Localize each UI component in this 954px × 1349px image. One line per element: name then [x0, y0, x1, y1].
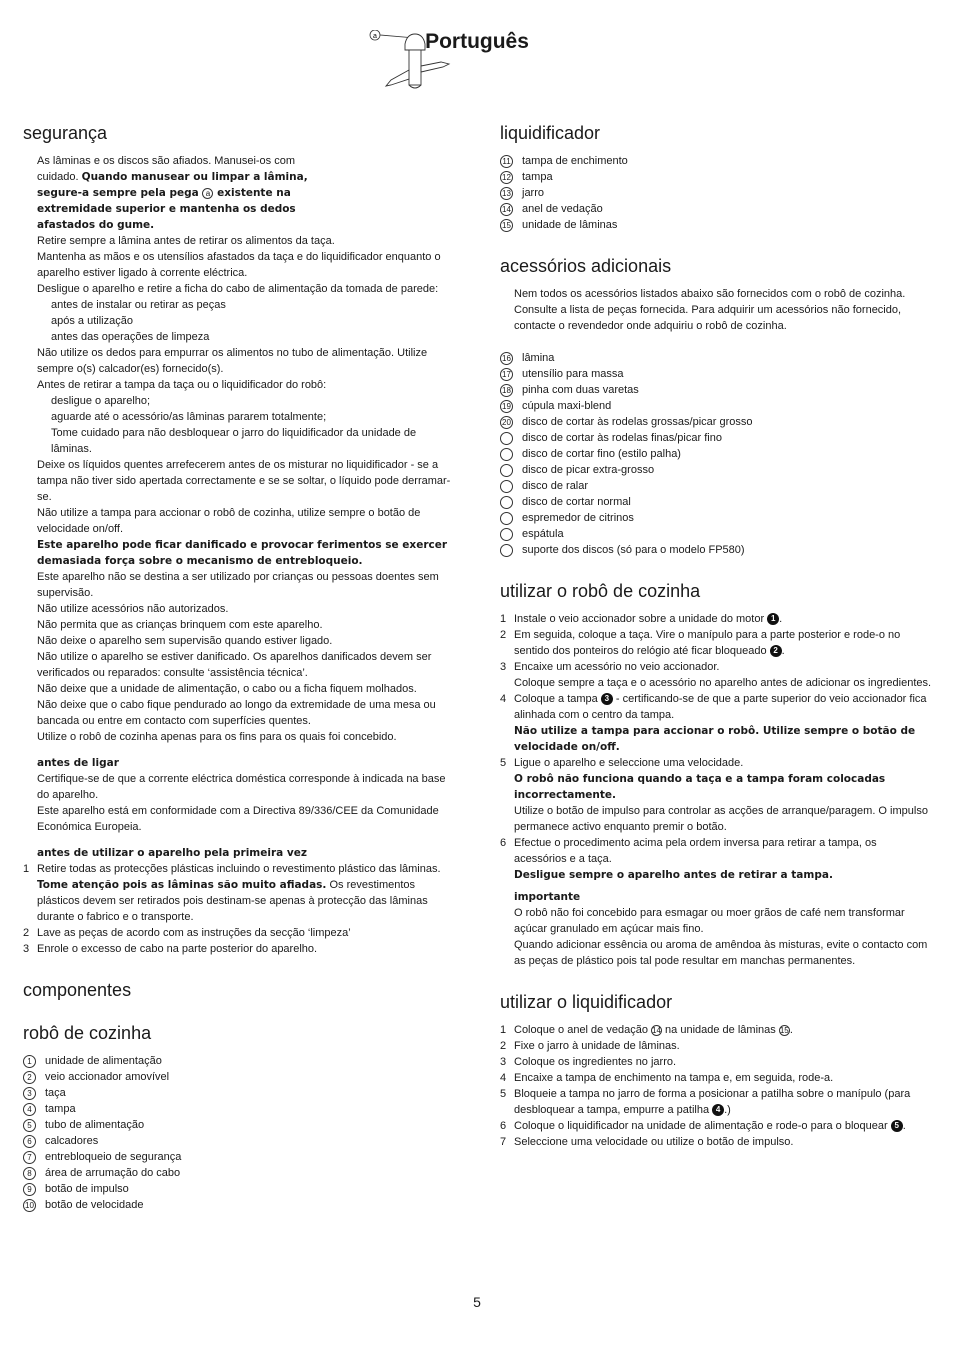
item-label: unidade de lâminas [522, 219, 618, 231]
list-item [500, 430, 932, 446]
list-item [500, 169, 932, 185]
ref-14-icon: 14 [652, 1025, 661, 1035]
item-label: disco de cortar fino (estilo palha) [522, 448, 681, 460]
sub-line: antes de instalar ou retirar as peças [51, 299, 226, 311]
blade-illustration-icon [365, 30, 465, 116]
number-circle-icon: 5 [23, 1119, 36, 1132]
item-label: unidade de alimentação [45, 1055, 162, 1067]
item-label: botão de velocidade [45, 1199, 144, 1211]
number-circle-icon: 14 [500, 203, 513, 216]
list-item [500, 542, 932, 558]
item-label: botão de impulso [45, 1183, 129, 1195]
item-label: lâmina [522, 352, 555, 364]
heading-componentes: componentes [23, 980, 132, 1000]
text-line: Certifique-se de que a corrente eléctrica doméstica corresponde à indicada na base do aparelho. [37, 773, 446, 801]
list-item [500, 366, 932, 382]
item-label: taça [45, 1087, 66, 1099]
list-item [500, 185, 932, 201]
list-item [500, 382, 932, 398]
list-item: 2 Fixe o jarro à unidade de lâminas. [500, 1040, 680, 1052]
number-circle-icon: 18 [500, 384, 513, 397]
item-label: cúpula maxi-blend [522, 400, 612, 412]
text-line: Não deixe que a unidade de alimentação, o cabo ou a ficha fiquem molhados. [37, 683, 417, 695]
list-item [23, 1197, 455, 1213]
sub-line: Tome cuidado para não desbloquear o jarro do liquidificador da unidade de lâminas. [51, 427, 417, 455]
item-label: espátula [522, 528, 564, 540]
list-item [500, 510, 932, 526]
number-circle-icon [500, 496, 513, 509]
list-item [23, 1117, 455, 1133]
text-line: Este aparelho está em conformidade com a Directiva 89/336/CEE da Comunidade Económica Europeia. [37, 805, 439, 833]
number-circle-icon: 2 [23, 1071, 36, 1084]
number-circle-icon: 4 [23, 1103, 36, 1116]
number-circle-icon [500, 544, 513, 557]
list-item: 1 Retire todas as protecções plásticas incluindo o revestimento plástico das lâminas. Tome atenção pois as lâminas são muito afiadas. Os revestimentos plásticos devem ser retirados pois destinam-se apenas à protecção das lâminas durante o fabrico e o transporte. [23, 863, 441, 923]
number-circle-icon: 6 [23, 1135, 36, 1148]
list-item [500, 462, 932, 478]
page-title: Português [425, 30, 529, 53]
list-item [23, 1149, 455, 1165]
list-item [23, 1101, 455, 1117]
number-circle-icon: 1 [23, 1055, 36, 1068]
warning-bold: Este aparelho pode ficar danificado e provocar ferimentos se exercer demasiada força sobre o mecanismo de entrebloqueio. [37, 539, 448, 567]
item-label: tubo de alimentação [45, 1119, 145, 1131]
list-item: 1 Coloque o anel de vedação 14 na unidade de lâminas 15. [500, 1024, 793, 1036]
item-label: veio accionador amovível [45, 1071, 170, 1083]
number-circle-icon [500, 448, 513, 461]
sub-line: após a utilização [51, 315, 133, 327]
utilizar-robo-list [500, 611, 932, 883]
list-item [500, 494, 932, 510]
heading-antes-ligar: antes de ligar [37, 757, 119, 769]
list-item: 2 Lave as peças de acordo com as instruções da secção ‘limpeza’ [23, 927, 351, 939]
list-item: 3 Coloque os ingredientes no jarro. [500, 1056, 677, 1068]
ref-4-icon: 4 [712, 1104, 724, 1116]
text-line: Não utilize o aparelho se estiver danificado. Os aparelhos danificados devem ser verificados ou reparados: consulte ‘assistência técnica’. [37, 651, 432, 679]
componentes-list [23, 1053, 455, 1213]
text-line: Antes de retirar a tampa da taça ou o liquidificador do robô: [37, 379, 327, 391]
item-label: tampa [522, 171, 553, 183]
item-label: disco de ralar [522, 480, 589, 492]
ref-1-icon: 1 [767, 613, 779, 625]
ref-2-icon: 2 [770, 645, 782, 657]
primeira-vez-list [23, 861, 455, 957]
utilizar-liq-list [500, 1022, 932, 1150]
text-line: Retire sempre a lâmina antes de retirar os alimentos da taça. [37, 235, 335, 247]
item-label: área de arrumação do cabo [45, 1167, 181, 1179]
sub-line: antes das operações de limpeza [51, 331, 210, 343]
ref-5-icon: 5 [891, 1120, 903, 1132]
text-line: Mantenha as mãos e os utensílios afastados da taça e do liquidificador enquanto o aparelho estiver ligado à corrente eléctrica. [37, 251, 441, 279]
seguranca-intro: As lâminas e os discos são afiados. Manusei-os com cuidado. Quando manusear ou limpar a lâmina, segure-a sempre pela pega a existente na extremidade superior e mantenha os dedos afastados do gume. [37, 155, 308, 231]
item-label: disco de cortar às rodelas finas/picar fino [522, 432, 722, 444]
number-circle-icon: 7 [23, 1151, 36, 1164]
number-circle-icon [500, 480, 513, 493]
text-line: Não deixe que o cabo fique pendurado ao longo da extremidade de uma mesa ou bancada ou entre em contacto com superfícies quentes. [37, 699, 436, 727]
item-label: tampa de enchimento [522, 155, 628, 167]
list-item [23, 1165, 455, 1181]
list-item [23, 1133, 455, 1149]
list-item [500, 201, 932, 217]
number-circle-icon: 13 [500, 187, 513, 200]
number-circle-icon [500, 432, 513, 445]
number-circle-icon: 20 [500, 416, 513, 429]
list-item [500, 217, 932, 233]
list-item: 2 Em seguida, coloque a taça. Vire o manípulo para a parte posterior e rode-o no sentido dos ponteiros do relógio até ficar bloqueado 2 . [500, 629, 901, 657]
ref-3-icon: 3 [601, 693, 613, 705]
text-line: Utilize o robô de cozinha apenas para os fins para os quais foi concebido. [37, 731, 397, 743]
number-circle-icon [500, 464, 513, 477]
item-label: disco de cortar às rodelas grossas/picar grosso [522, 416, 753, 428]
heading-liquidificador: liquidificador [500, 123, 601, 143]
item-label: suporte dos discos (só para o modelo FP580) [522, 544, 745, 556]
text-line: Desligue o aparelho e retire a ficha do cabo de alimentação da tomada de parede: [37, 283, 439, 295]
svg-text:a: a [373, 33, 377, 40]
list-item [500, 478, 932, 494]
number-circle-icon: 3 [23, 1087, 36, 1100]
callout-a-icon: a [202, 188, 213, 199]
text-line: Deixe os líquidos quentes arrefecerem antes de os misturar no liquidificador - se a tampa não tiver sido apertada correctamente e se se soltar, o líquido pode derramar-se. [37, 459, 451, 503]
item-label: disco de picar extra-grosso [522, 464, 655, 476]
number-circle-icon [500, 528, 513, 541]
page-number: 5 [473, 1294, 481, 1310]
heading-acessorios: acessórios adicionais [500, 256, 672, 276]
list-item [500, 446, 932, 462]
heading-primeira-vez: antes de utilizar o aparelho pela primeira vez [37, 847, 307, 859]
heading-robo-cozinha: robô de cozinha [23, 1023, 152, 1043]
number-circle-icon: 17 [500, 368, 513, 381]
item-label: pinha com duas varetas [522, 384, 639, 396]
number-circle-icon: 19 [500, 400, 513, 413]
list-item [500, 414, 932, 430]
number-circle-icon: 15 [500, 219, 513, 232]
list-item: 4 Encaixe a tampa de enchimento na tampa e, em seguida, rode-a. [500, 1072, 834, 1084]
seguranca-body [23, 153, 455, 861]
list-item: 4 Coloque a tampa 3 - certificando-se de que a parte superior do veio accionador fica alinhada com o centro da tampa. Não utilize a tampa para accionar o robô. Utilize sempre o botão de velocidade on/off. [500, 693, 927, 753]
number-circle-icon: 9 [23, 1183, 36, 1196]
text-line: Não utilize acessórios não autorizados. [37, 603, 229, 615]
list-item [23, 1085, 455, 1101]
sub-line: aguarde até o acessório/as lâminas pararem totalmente; [51, 411, 327, 423]
number-circle-icon: 12 [500, 171, 513, 184]
ref-15-icon: 15 [779, 1025, 789, 1035]
list-item [500, 526, 932, 542]
number-circle-icon: 10 [23, 1199, 36, 1212]
number-circle-icon: 16 [500, 352, 513, 365]
text-line: Quando adicionar essência ou aroma de amêndoa às misturas, evite o contacto com as peças de plástico pois tal pode resultar em manchas permanentes. [514, 939, 928, 967]
text-line: Não permita que as crianças brinquem com este aparelho. [37, 619, 323, 631]
number-circle-icon: 8 [23, 1167, 36, 1180]
heading-seguranca: segurança [23, 123, 108, 143]
item-label: tampa [45, 1103, 76, 1115]
sub-line: desligue o aparelho; [51, 395, 151, 407]
list-item: 1 Instale o veio accionador sobre a unidade do motor 1 . [500, 613, 783, 625]
importante-block [500, 889, 932, 969]
text-line: O robô não foi concebido para esmagar ou moer grãos de café nem transformar açúcar granulado em açúcar mais fino. [514, 907, 905, 935]
list-item [500, 350, 932, 366]
item-label: espremedor de citrinos [522, 512, 634, 524]
item-label: disco de cortar normal [522, 496, 631, 508]
list-item [23, 1181, 455, 1197]
list-item: 6 Efectue o procedimento acima pela ordem inversa para retirar a tampa, os acessórios e a taça. Desligue sempre o aparelho antes de retirar a tampa. [500, 837, 877, 881]
number-circle-icon [500, 512, 513, 525]
list-item [23, 1069, 455, 1085]
item-label: jarro [522, 187, 545, 199]
left-column [23, 122, 455, 1213]
text-line: Não deixe o aparelho sem supervisão quando estiver ligado. [37, 635, 333, 647]
item-label: entrebloqueio de segurança [45, 1151, 182, 1163]
item-label: anel de vedação [522, 203, 603, 215]
liquidificador-list [500, 153, 932, 233]
text-line: Este aparelho não se destina a ser utilizado por crianças ou pessoas doentes sem supervisão. [37, 571, 439, 599]
list-item: 3 Enrole o excesso de cabo na parte posterior do aparelho. [23, 943, 318, 955]
list-item: 5 Ligue o aparelho e seleccione uma velocidade. O robô não funciona quando a taça e a tampa foram colocadas incorrectamente. Utilize o botão de impulso para controlar as acções de arranque/paragem. O impulso permanece activo enquanto premir o botão. [500, 757, 928, 833]
heading-utilizar-liquidificador: utilizar o liquidificador [500, 992, 673, 1012]
heading-utilizar-robo: utilizar o robô de cozinha [500, 581, 701, 601]
text-line: Não utilize os dedos para empurrar os alimentos no tubo de alimentação. Utilize sempre o(s) calcador(es) fornecido(s). [37, 347, 428, 375]
text-line: Não utilize a tampa para accionar o robô de cozinha, utilize sempre o botão de velocidade on/off. [37, 507, 421, 535]
list-item: 7 Seleccione uma velocidade ou utilize o botão de impulso. [500, 1136, 794, 1148]
list-item: 5 Bloqueie a tampa no jarro de forma a posicionar a patilha sobre o manípulo (para desbloquear a tampa, empurre a patilha 4 .) [500, 1088, 911, 1116]
list-item [500, 153, 932, 169]
list-item: 3 Encaixe um acessório no veio accionador. Coloque sempre a taça e o acessório no aparelho antes de adicionar os ingredientes. [500, 661, 932, 689]
item-label: utensílio para massa [522, 368, 624, 380]
right-column [500, 122, 932, 1150]
list-item [23, 1053, 455, 1069]
list-item: 6 Coloque o liquidificador na unidade de alimentação e rode-o para o bloquear 5 . [500, 1120, 906, 1132]
number-circle-icon: 11 [500, 155, 513, 168]
acessorios-list [500, 350, 932, 558]
heading-importante: importante [514, 891, 581, 903]
item-label: calcadores [45, 1135, 99, 1147]
acessorios-intro: Nem todos os acessórios listados abaixo são fornecidos com o robô de cozinha. Consulte a lista de peças fornecida. Para adquirir um acessórios não fornecido, contacte o revendedor onde adquiriu o robô de cozinha. [514, 288, 906, 332]
list-item [500, 398, 932, 414]
